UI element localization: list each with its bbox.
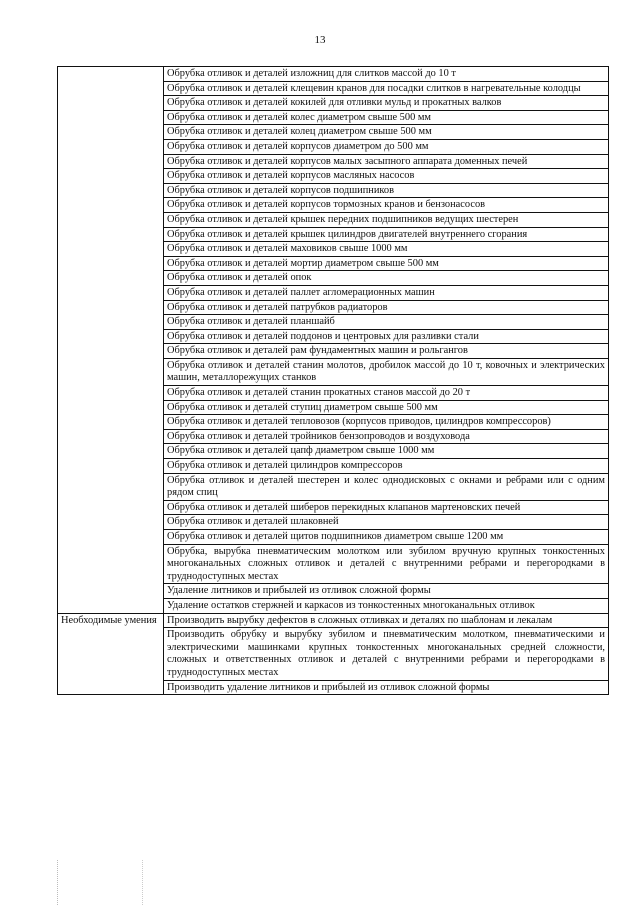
table-cell [164, 544, 609, 584]
cell-text: Обрубка отливок и деталей цапф диаметром свыше 1000 мм [167, 445, 435, 457]
table-cell [164, 67, 609, 82]
cell-text: Обрубка отливок и деталей щитов подшипников диаметром свыше 1200 мм [167, 531, 504, 542]
cell-text: Обрубка отливок и деталей поддонов и центровых для разливки стали [167, 330, 479, 342]
table-cell [164, 227, 609, 242]
cell-text: Обрубка отливок и деталей тепловозов (корпусов приводов, цилиндров компрессоров) [167, 416, 551, 428]
table-cell [164, 285, 609, 300]
cell-text: Обрубка отливок и деталей корпусов диаметром до 500 мм [167, 140, 429, 152]
table-cell [164, 329, 609, 344]
cell-text: Обрубка отливок и деталей тройников бензопроводов и воздуховода [167, 430, 470, 442]
cell-text: Обрубка отливок и деталей клещевин кранов для посадки слитков в нагревательные колодцы [167, 82, 581, 94]
cell-text: Производить обрубку и вырубку зубилом и пневматическим молотком, пневматическими и электрическими машинками крупных тонкостенных многоканальных средней сложности, сложных и ответственных отливок и деталей с внутренними ребрами и перегородками в труднодоступных местах [167, 629, 605, 678]
cell-text: Обрубка отливок и деталей рам фундаментных машин и рольгангов [167, 345, 468, 357]
table-cell [164, 415, 609, 430]
table-cell [164, 400, 609, 415]
table-cell [164, 110, 609, 125]
cell-text: Обрубка отливок и деталей корпусов подшипников [167, 184, 395, 196]
cell-text: Обрубка отливок и деталей планшайб [167, 316, 335, 328]
table-cell [164, 358, 609, 385]
table-cell [164, 154, 609, 169]
cell-text: Обрубка отливок и деталей изложниц для слитков массой до 10 т [167, 68, 456, 79]
cell-text: Обрубка отливок и деталей шлаковней [167, 516, 339, 528]
table-cell [164, 628, 609, 680]
cell-text: Производить вырубку дефектов в сложных отливках и деталях по шаблонам и лекалам [167, 614, 553, 626]
table-cell [164, 242, 609, 257]
cell-text: Обрубка отливок и деталей шиберов перекидных клапанов мартеновских печей [167, 501, 521, 513]
table-cell [164, 584, 609, 599]
table-cell [164, 139, 609, 154]
table-cell [164, 81, 609, 96]
margin-line [57, 860, 59, 905]
table-cell [164, 183, 609, 198]
cell-text: Производить удаление литников и прибылей из отливок сложной формы [167, 681, 490, 693]
cell-text: Обрубка отливок и деталей кокилей для отливки мульд и прокатных валков [167, 97, 502, 109]
table-cell [164, 444, 609, 459]
table-cell [164, 198, 609, 213]
table-cell [164, 459, 609, 474]
qualification-table [57, 66, 609, 695]
table-row [58, 67, 609, 82]
cell-text: Удаление остатков стержней и каркасов из тонкостенных многоканальных отливок [167, 599, 535, 611]
cell-text: Обрубка отливок и деталей крышек передних подшипников ведущих шестерен [167, 213, 519, 225]
cell-text: Обрубка отливок и деталей шестерен и колес однодисковых с окнами и ребрами или с одним рядом спиц [167, 474, 605, 499]
table-cell [164, 680, 609, 695]
table-cell [164, 271, 609, 286]
table-cell [164, 344, 609, 359]
table-row [58, 613, 609, 628]
table-cell [164, 96, 609, 111]
margin-line [142, 860, 144, 905]
cell-text: Обрубка, вырубка пневматическим молотком или зубилом вручную крупных тонкостенных многоканальных сложных отливок и деталей с внутренними ребрами и перегородками в труднодоступных местах [167, 545, 605, 582]
table-cell [164, 212, 609, 227]
cell-text: Обрубка отливок и деталей корпусов масляных насосов [167, 170, 415, 182]
cell-text: Обрубка отливок и деталей мортир диаметром свыше 500 мм [167, 257, 439, 269]
table-cell [164, 256, 609, 271]
table-cell [164, 598, 609, 613]
cell-text: Обрубка отливок и деталей патрубков радиаторов [167, 301, 388, 313]
table-cell [164, 386, 609, 401]
cell-text: Обрубка отливок и деталей цилиндров компрессоров [167, 460, 403, 472]
cell-text: Обрубка отливок и деталей колец диаметром свыше 500 мм [167, 126, 432, 138]
table-cell [164, 613, 609, 628]
table-cell [164, 500, 609, 515]
cell-text: Обрубка отливок и деталей корпусов малых засыпного аппарата доменных печей [167, 155, 528, 167]
cell-text: Обрубка отливок и деталей станин прокатных станов массой до 20 т [167, 387, 471, 399]
table-body [58, 67, 609, 695]
table-cell [164, 473, 609, 500]
cell-text: Обрубка отливок и деталей паллет агломерационных машин [167, 286, 435, 298]
page-number: 13 [314, 34, 326, 46]
table-cell [164, 530, 609, 545]
cell-text: Обрубка отливок и деталей крышек цилиндров двигателей внутреннего сгорания [167, 228, 528, 240]
cell-text: Удаление литников и прибылей из отливок сложной формы [167, 585, 431, 597]
table-cell [164, 515, 609, 530]
row-group-label [58, 67, 164, 614]
cell-text: Обрубка отливок и деталей опок [167, 272, 312, 284]
cell-text: Обрубка отливок и деталей маховиков свыше 1000 мм [167, 243, 408, 255]
table-cell [164, 125, 609, 140]
cell-text: Обрубка отливок и деталей станин молотов, дробилок массой до 10 т, ковочных и электрических машин, металлорежущих станков [167, 359, 605, 384]
table-cell [164, 169, 609, 184]
row-group-label: Необходимые умения [58, 613, 164, 695]
cell-text: Обрубка отливок и деталей ступиц диаметром свыше 500 мм [167, 401, 438, 413]
table-cell [164, 300, 609, 315]
cell-text: Обрубка отливок и деталей корпусов тормозных кранов и бензонасосов [167, 199, 486, 211]
table-cell [164, 429, 609, 444]
cell-text: Обрубка отливок и деталей колес диаметром свыше 500 мм [167, 111, 432, 123]
table-cell [164, 315, 609, 330]
